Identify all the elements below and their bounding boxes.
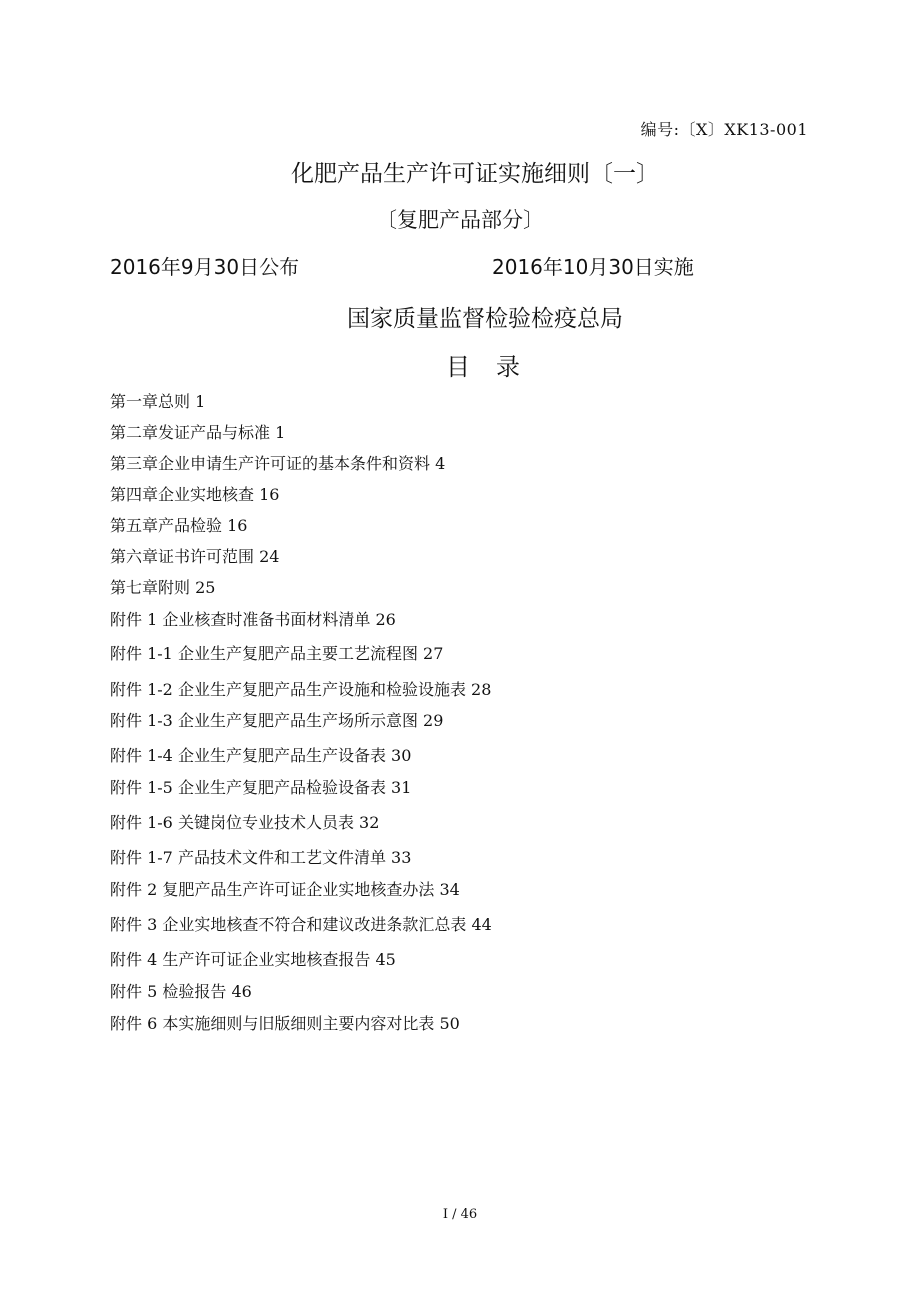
- toc-item-appendix-1-6[interactable]: 附件 1-6 关键岗位专业技术人员表 32: [110, 813, 380, 832]
- toc-item-appendix-6[interactable]: 附件 6 本实施细则与旧版细则主要内容对比表 50: [110, 1014, 460, 1033]
- toc-item-chapter-4[interactable]: 第四章企业实地核查 16: [110, 485, 280, 504]
- toc-item-chapter-6[interactable]: 第六章证书许可范围 24: [110, 547, 280, 566]
- toc-item-appendix-5[interactable]: 附件 5 检验报告 46: [110, 982, 252, 1001]
- toc-item-chapter-5[interactable]: 第五章产品检验 16: [110, 516, 248, 535]
- toc-item-chapter-2[interactable]: 第二章发证产品与标准 1: [110, 423, 286, 442]
- toc-item-appendix-2[interactable]: 附件 2 复肥产品生产许可证企业实地核查办法 34: [110, 880, 460, 899]
- toc-item-chapter-7[interactable]: 第七章附则 25: [110, 578, 216, 597]
- toc-item-appendix-1-5[interactable]: 附件 1-5 企业生产复肥产品检验设备表 31: [110, 778, 412, 797]
- publish-date: 2016年9月30日公布: [110, 255, 300, 279]
- toc-item-appendix-1-3[interactable]: 附件 1-3 企业生产复肥产品生产场所示意图 29: [110, 711, 444, 730]
- toc-item-appendix-4[interactable]: 附件 4 生产许可证企业实地核查报告 45: [110, 950, 396, 969]
- toc-item-appendix-1[interactable]: 附件 1 企业核查时准备书面材料清单 26: [110, 610, 396, 629]
- document-title: 化肥产品生产许可证实施细则〔一〕: [291, 161, 659, 187]
- toc-item-chapter-3[interactable]: 第三章企业申请生产许可证的基本条件和资料 4: [110, 454, 446, 473]
- toc-item-chapter-1[interactable]: 第一章总则 1: [110, 392, 206, 411]
- issuing-authority: 国家质量监督检验检疫总局: [347, 306, 623, 332]
- document-number: 编号:〔X〕XK13-001: [640, 120, 808, 139]
- effective-date: 2016年10月30日实施: [492, 255, 694, 279]
- toc-item-appendix-1-1[interactable]: 附件 1-1 企业生产复肥产品主要工艺流程图 27: [110, 644, 444, 663]
- page-indicator: I / 46: [442, 1207, 478, 1222]
- toc-item-appendix-3[interactable]: 附件 3 企业实地核查不符合和建议改进条款汇总表 44: [110, 915, 492, 934]
- toc-heading: 目录: [446, 353, 546, 381]
- toc-item-appendix-1-7[interactable]: 附件 1-7 产品技术文件和工艺文件清单 33: [110, 848, 412, 867]
- document-subtitle: 〔复肥产品部分〕: [376, 208, 544, 232]
- toc-item-appendix-1-2[interactable]: 附件 1-2 企业生产复肥产品生产设施和检验设施表 28: [110, 680, 492, 699]
- toc-item-appendix-1-4[interactable]: 附件 1-4 企业生产复肥产品生产设备表 30: [110, 746, 412, 765]
